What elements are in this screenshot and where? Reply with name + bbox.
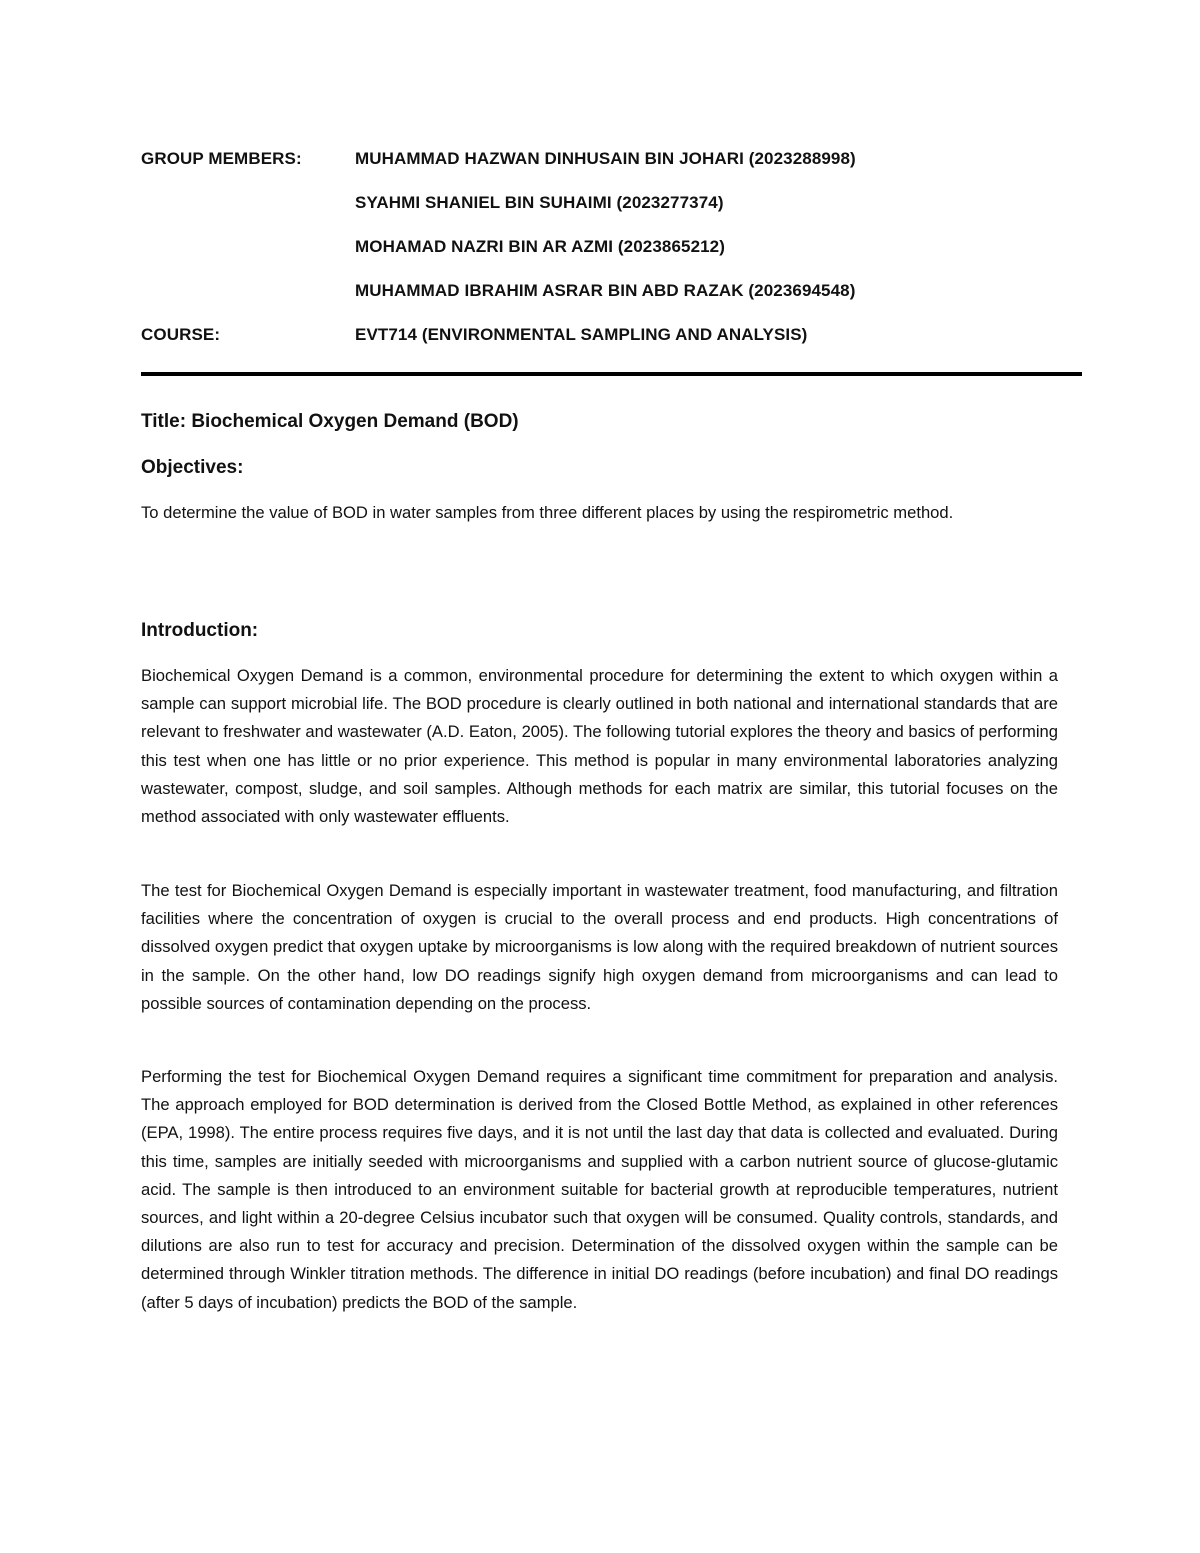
group-member-name: SYAHMI SHANIEL BIN SUHAIMI (2023277374) bbox=[355, 193, 724, 212]
group-members-label: GROUP MEMBERS: bbox=[141, 149, 302, 168]
course-label: COURSE: bbox=[141, 325, 221, 344]
group-member-row bbox=[141, 232, 1081, 262]
introduction-paragraph: Performing the test for Biochemical Oxygen Demand requires a significant time commitment for preparation and analysis. The approach employed for BOD determination is derived from the Closed Bottle Method, as explained in other references (EPA, 1998). The entire process requires five days, and it is not until the last day that data is collected and evaluated. During this time, samples are initially seeded with microorganisms and supplied with a carbon nutrient source of glucose-glutamic acid. The sample is then introduced to an environment suitable for bacterial growth at reproducible temperatures, nutrient sources, and light within a 20-degree Celsius incubator such that oxygen will be consumed. Quality controls, standards, and dilutions are also run to test for accuracy and precision. Determination of the dissolved oxygen within the sample can be determined through Winkler titration methods. The difference in initial DO readings (before incubation) and final DO readings (after 5 days of incubation) predicts the BOD of the sample. bbox=[141, 1067, 1058, 1312]
objectives-heading: Objectives: bbox=[141, 457, 244, 478]
document-title: Title: Biochemical Oxygen Demand (BOD) bbox=[141, 411, 519, 432]
group-member-row bbox=[141, 276, 1081, 306]
course-value: EVT714 (ENVIRONMENTAL SAMPLING AND ANALYSIS) bbox=[355, 325, 808, 344]
introduction-heading: Introduction: bbox=[141, 620, 259, 641]
group-members-row bbox=[141, 144, 1081, 174]
header-divider bbox=[141, 372, 1082, 376]
introduction-paragraph: The test for Biochemical Oxygen Demand is especially important in wastewater treatment, food manufacturing, and filtration facilities where the concentration of oxygen is crucial to the overall process and end products. High concentrations of dissolved oxygen predict that oxygen uptake by microorganisms is low along with the required breakdown of nutrient sources in the sample. On the other hand, low DO readings signify high oxygen demand from microorganisms and can lead to possible sources of contamination depending on the process. bbox=[141, 881, 1058, 1013]
group-member-row bbox=[141, 188, 1081, 218]
group-member-name: MUHAMMAD IBRAHIM ASRAR BIN ABD RAZAK (2023694548) bbox=[355, 281, 856, 300]
introduction-paragraph: Biochemical Oxygen Demand is a common, environmental procedure for determining the extent to which oxygen within a sample can support microbial life. The BOD procedure is clearly outlined in both national and international standards that are relevant to freshwater and wastewater (A.D. Eaton, 2005). The following tutorial explores the theory and basics of performing this test when one has little or no prior experience. This method is popular in many environmental laboratories analyzing wastewater, compost, sludge, and soil samples. Although methods for each matrix are similar, this tutorial focuses on the method associated with only wastewater effluents. bbox=[141, 666, 1058, 827]
objectives-text: To determine the value of BOD in water samples from three different places by using the respirometric method. bbox=[141, 503, 954, 522]
group-member-name: MUHAMMAD HAZWAN DINHUSAIN BIN JOHARI (2023288998) bbox=[355, 149, 856, 168]
course-row bbox=[141, 320, 1081, 350]
group-member-name: MOHAMAD NAZRI BIN AR AZMI (2023865212) bbox=[355, 237, 725, 256]
